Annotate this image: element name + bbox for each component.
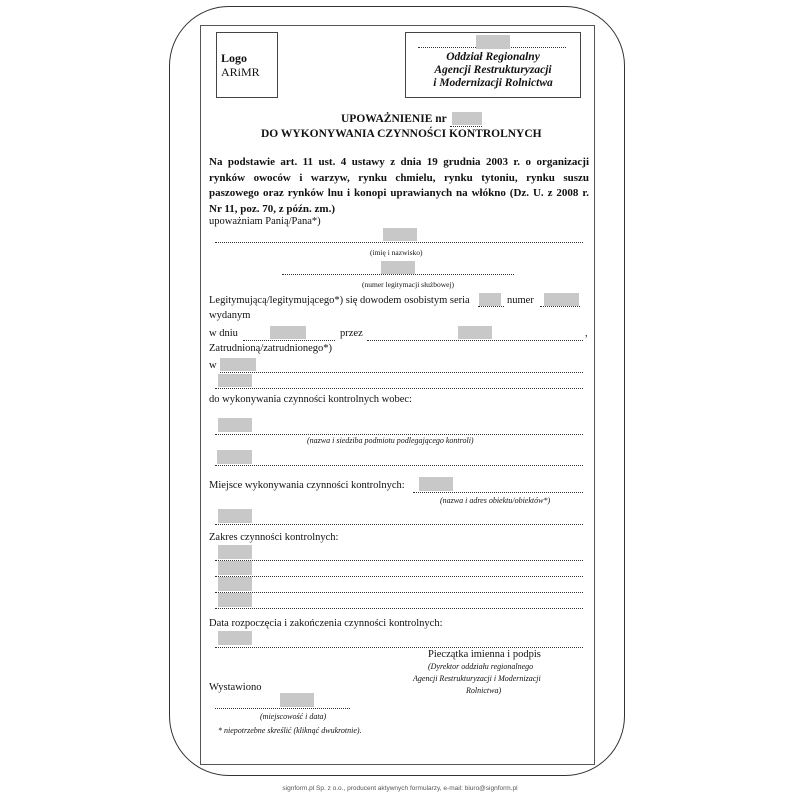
logo-box bbox=[216, 32, 278, 98]
place-label: Miejsce wykonywania czynności kontrolnych: bbox=[209, 480, 405, 491]
scope-input-1[interactable] bbox=[218, 545, 252, 559]
footnote: * niepotrzebne skreślić (kliknąć dwukrotnie). bbox=[218, 726, 362, 735]
entity-line2 bbox=[215, 455, 583, 466]
employer-input-2[interactable] bbox=[218, 374, 252, 387]
scope-line3 bbox=[215, 582, 583, 593]
scope-line4 bbox=[215, 598, 583, 609]
agency-input[interactable] bbox=[476, 35, 510, 49]
issued-caption: (miejscowość i data) bbox=[260, 712, 327, 721]
name-caption: (imię i nazwisko) bbox=[370, 248, 423, 257]
scope-input-4[interactable] bbox=[218, 593, 252, 607]
control-of-label: do wykonywania czynności kontrolnych wobec: bbox=[209, 394, 412, 405]
place-input[interactable] bbox=[419, 477, 453, 491]
issued-place-date-input[interactable] bbox=[280, 693, 314, 707]
issued-place-label: Wystawiono bbox=[209, 682, 262, 693]
id-caption: (numer legitymacji służbowej) bbox=[362, 280, 455, 289]
id-series-input[interactable] bbox=[479, 293, 501, 306]
comma: , bbox=[585, 328, 588, 339]
entity-input-2[interactable] bbox=[217, 450, 252, 464]
id-number-input[interactable] bbox=[381, 261, 415, 274]
issued-label: wydanym bbox=[209, 310, 251, 321]
entity-line1 bbox=[215, 424, 583, 435]
place-input-2[interactable] bbox=[218, 509, 252, 523]
id-doc-number-input[interactable] bbox=[544, 293, 579, 306]
agency-line2: Agencji Restrukturyzacji bbox=[434, 64, 552, 76]
entity-caption: (nazwa i siedziba podmiotu podlegającego kontroli) bbox=[307, 436, 474, 445]
agency-line1: Oddział Regionalny bbox=[446, 51, 540, 63]
dates-label: Data rozpoczęcia i zakończenia czynności kontrolnych: bbox=[209, 618, 443, 629]
authorization-number-input[interactable] bbox=[452, 112, 482, 125]
signature-line1: (Dyrektor oddziału regionalnego bbox=[428, 662, 534, 671]
authorize-label: upoważniam Panią/Pana*) bbox=[209, 216, 321, 227]
entity-input-1[interactable] bbox=[218, 418, 252, 432]
title-line2: DO WYKONYWANIA CZYNNOŚCI KONTROLNYCH bbox=[261, 128, 542, 140]
name-input[interactable] bbox=[383, 228, 417, 241]
scope-input-2[interactable] bbox=[218, 561, 252, 575]
dates-line bbox=[215, 637, 583, 648]
employer-line2 bbox=[215, 378, 583, 389]
by-label: przez bbox=[340, 328, 363, 339]
in-label: w bbox=[209, 360, 217, 371]
scope-input-3[interactable] bbox=[218, 577, 252, 591]
place-line2 bbox=[215, 514, 583, 525]
scope-label: Zakres czynności kontrolnych: bbox=[209, 532, 339, 543]
number-label: numer bbox=[507, 295, 534, 306]
employer-input-1[interactable] bbox=[220, 358, 256, 371]
title-prefix: UPOWAŻNIENIE nr bbox=[341, 113, 447, 125]
dates-input[interactable] bbox=[218, 631, 252, 645]
employer-line1 bbox=[220, 362, 583, 373]
scope-line1 bbox=[215, 550, 583, 561]
place-caption: (nazwa i adres obiektu/obiektów*) bbox=[440, 496, 551, 505]
signature-line3: Rolnictwa) bbox=[466, 686, 502, 695]
logo-org: ARiMR bbox=[221, 65, 260, 79]
footer-credit: signform.pl Sp. z o.o., producent aktywnych formularzy, e-mail: biuro@signform.pl bbox=[282, 785, 518, 792]
issuer-input[interactable] bbox=[458, 326, 492, 339]
legal-basis-paragraph: Na podstawie art. 11 ust. 4 ustawy z dnia 19 grudnia 2003 r. o organizacji rynków owoców i warzyw, rynku chmielu, rynku tytoniu, rynku suszu paszowego oraz rynków lnu i konopi uprawianych na włókno (Dz. U. z 2008 r. Nr 11, poz. 70, z późn. zm.) bbox=[209, 156, 589, 215]
id-doc-label: Legitymującą/legitymującego*) się dowodem osobistym seria bbox=[209, 295, 470, 306]
agency-line3: i Modernizacji Rolnictwa bbox=[433, 77, 553, 89]
employed-label: Zatrudnioną/zatrudnionego*) bbox=[209, 343, 333, 354]
scope-line2 bbox=[215, 566, 583, 577]
signature-line2: Agencji Restrukturyzacji i Modernizacji bbox=[413, 674, 541, 683]
logo-label: Logo bbox=[221, 51, 248, 65]
agency-box bbox=[405, 32, 581, 98]
on-day-label: w dniu bbox=[209, 328, 238, 339]
stamp-label: Pieczątka imienna i podpis bbox=[428, 649, 541, 660]
issue-date-input[interactable] bbox=[270, 326, 306, 339]
